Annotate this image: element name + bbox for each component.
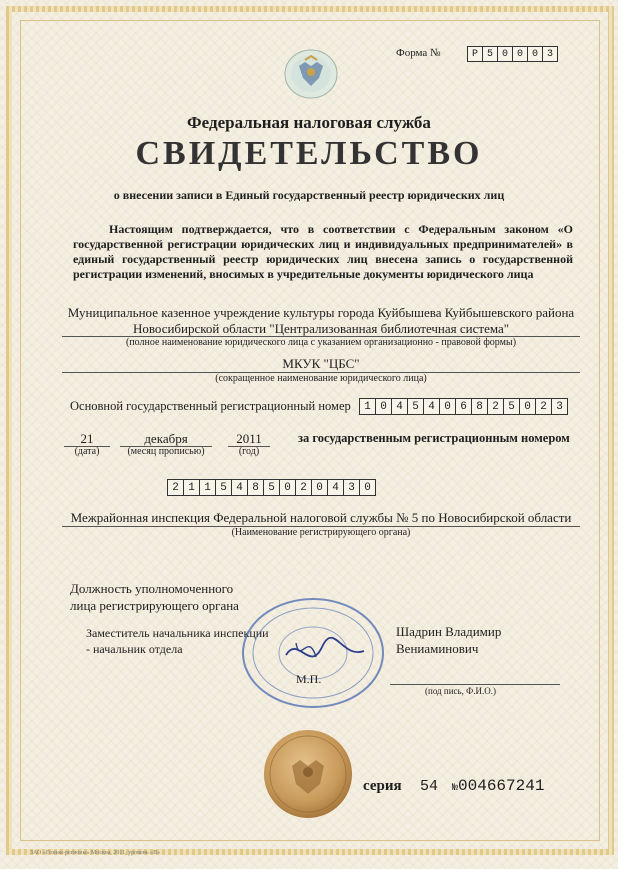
ogrn-digit: 6 [455, 398, 472, 415]
grn-digit: 4 [327, 479, 344, 496]
series-value: 54 [420, 778, 439, 795]
grn-digit: 8 [247, 479, 264, 496]
ogrn-digit: 4 [423, 398, 440, 415]
form-number-cell: 0 [512, 46, 528, 62]
ogrn-digit: 1 [359, 398, 376, 415]
authority-caption: (Наименование регистрирующего органа) [231, 527, 411, 538]
deputy-line1: Заместитель начальника инспекции [86, 626, 269, 640]
organization-full-name [62, 305, 580, 337]
ogrn-digit: 3 [551, 398, 568, 415]
date-day: 21 [80, 431, 94, 446]
grn-digit: 0 [359, 479, 376, 496]
seal-place-label: М.П. [296, 672, 322, 686]
form-number-cell: 0 [497, 46, 513, 62]
grn-digit: 2 [167, 479, 184, 496]
signer-name [396, 623, 501, 657]
grn-digit: 5 [263, 479, 280, 496]
grn-digit: 2 [295, 479, 312, 496]
registering-authority: Межрайонная инспекция Федеральной налоговой службы № 5 по Новосибирской области [70, 510, 572, 525]
form-number-cell: 5 [482, 46, 498, 62]
date-year: 2011 [236, 431, 262, 446]
signature-caption: (под пись, Ф.И.О.) [425, 686, 496, 696]
printer-footer: ЗАО «Гознак-регионы» Москва, 2011, уровень «В» [30, 850, 161, 856]
grn-digit: 0 [279, 479, 296, 496]
organization-short-name: МКУК "ЦБС" [282, 356, 360, 371]
position-line2: лица регистрирующего органа [70, 598, 239, 613]
document-subtitle: о внесении записи в Единый государственный реестр юридических лиц [113, 188, 505, 202]
date-year-caption: (год) [238, 446, 260, 457]
organization-full-name-line1: Муниципальное казенное учреждение культуры города Куйбышева Куйбышевского района [67, 305, 575, 320]
grn-digit: 1 [199, 479, 216, 496]
ogrn-digit: 0 [519, 398, 536, 415]
organization-full-name-line2: Новосибирской области "Централизованная библиотечная система" [132, 321, 510, 336]
signer-name-line2: Вениаминович [396, 641, 479, 656]
series-label: серия [363, 778, 402, 794]
signer-name-line1: Шадрин Владимир [396, 624, 502, 639]
ogrn-label: Основной государственный регистрационный номер [70, 399, 351, 413]
date-day-caption: (дата) [74, 446, 100, 457]
confirmation-paragraph: Настоящим подтверждается, что в соответствии с Федеральным законом «О государственной регистрации юридических лиц и индивидуальных предпринимателей» в единый государственный реестр юридических лиц внесена запись о государственной регистрации изменений, вносимых в учредительные документы юридического лица [73, 222, 573, 281]
number-value: 004667241 [458, 777, 545, 795]
registration-number-label: за государственным регистрационным номером [298, 431, 570, 445]
date-month: декабря [144, 431, 188, 446]
number-prefix: № [452, 783, 459, 794]
grn-digit: 4 [231, 479, 248, 496]
grn-cells [168, 479, 376, 496]
form-number-cell: 0 [527, 46, 543, 62]
ogrn-digit: 5 [503, 398, 520, 415]
form-number-cell: 3 [542, 46, 558, 62]
full-name-caption: (полное наименование юридического лица с указанием организационно - правовой формы) [125, 337, 517, 348]
coat-of-arms-emblem-icon [283, 48, 339, 100]
grn-digit: 0 [311, 479, 328, 496]
form-number-label: Форма № [396, 47, 441, 59]
form-number-cells [468, 46, 558, 62]
ogrn-cells [360, 398, 568, 415]
date-month-caption: (месяц прописью) [127, 446, 205, 457]
grn-digit: 3 [343, 479, 360, 496]
form-number-cell: Р [467, 46, 483, 62]
position-line1: Должность уполномоченного [70, 581, 234, 596]
ogrn-digit: 2 [535, 398, 552, 415]
deputy-line2: - начальник отдела [86, 642, 183, 656]
hologram-seal-icon [262, 728, 354, 820]
ogrn-digit: 0 [375, 398, 392, 415]
ogrn-digit: 5 [407, 398, 424, 415]
document-title: СВИДЕТЕЛЬСТВО [135, 135, 483, 172]
signature-underline [390, 684, 560, 685]
grn-digit: 5 [215, 479, 232, 496]
ogrn-digit: 0 [439, 398, 456, 415]
official-stamp-icon [238, 595, 388, 713]
ogrn-digit: 2 [487, 398, 504, 415]
official-position [70, 580, 239, 614]
short-name-caption: (сокращенное наименование юридического лица) [215, 373, 427, 384]
ogrn-digit: 8 [471, 398, 488, 415]
certificate-number [452, 777, 544, 795]
grn-digit: 1 [183, 479, 200, 496]
agency-name: Федеральная налоговая служба [187, 113, 431, 132]
ogrn-digit: 4 [391, 398, 408, 415]
